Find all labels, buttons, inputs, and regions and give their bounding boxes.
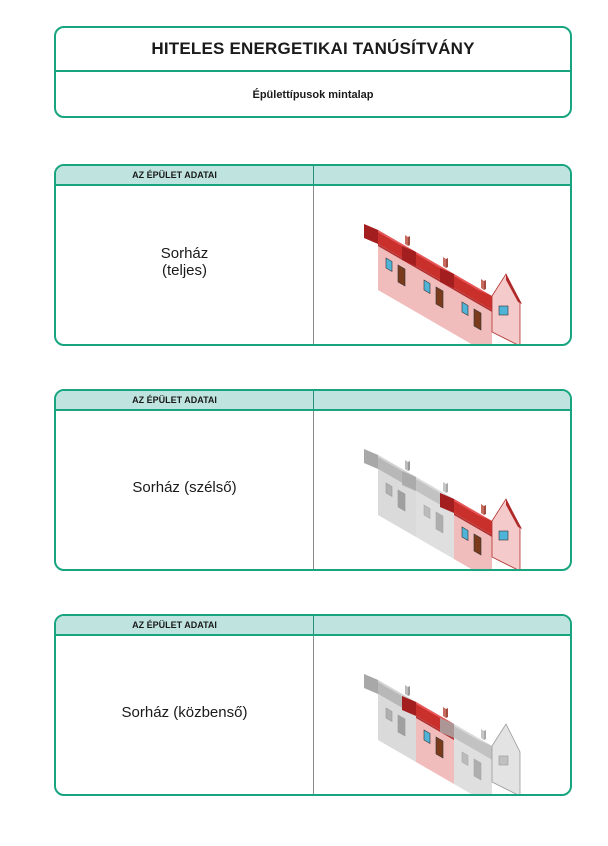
building-type-cell	[56, 636, 314, 796]
card-header	[56, 391, 570, 411]
building-card-full	[54, 164, 572, 346]
card-header-label: AZ ÉPÜLET ADATAI	[56, 166, 314, 184]
card-header-empty-cell	[314, 616, 570, 634]
card-header-label: AZ ÉPÜLET ADATAI	[56, 616, 314, 634]
row-house-middle-illustration	[314, 636, 570, 796]
row-house-end-illustration	[314, 411, 570, 571]
building-type-sublabel: (teljes)	[161, 262, 207, 279]
building-type-cell	[56, 411, 314, 571]
document-subtitle: Épülettípusok mintalap	[252, 89, 374, 101]
card-header-label: AZ ÉPÜLET ADATAI	[56, 391, 314, 409]
card-header	[56, 166, 570, 186]
building-card-end	[54, 389, 572, 571]
document-title: HITELES ENERGETIKAI TANÚSÍTVÁNY	[56, 28, 570, 72]
card-header	[56, 616, 570, 636]
row-house-full-illustration	[314, 186, 570, 346]
building-type-label: Sorház (szélső)	[132, 478, 237, 496]
building-card-middle	[54, 614, 572, 796]
card-header-empty-cell	[314, 166, 570, 184]
building-type-cell	[56, 186, 314, 346]
card-header-empty-cell	[314, 391, 570, 409]
building-type-label: Sorház	[160, 245, 209, 262]
building-type-label: Sorház (közbenső)	[121, 703, 248, 721]
title-box	[54, 26, 572, 118]
